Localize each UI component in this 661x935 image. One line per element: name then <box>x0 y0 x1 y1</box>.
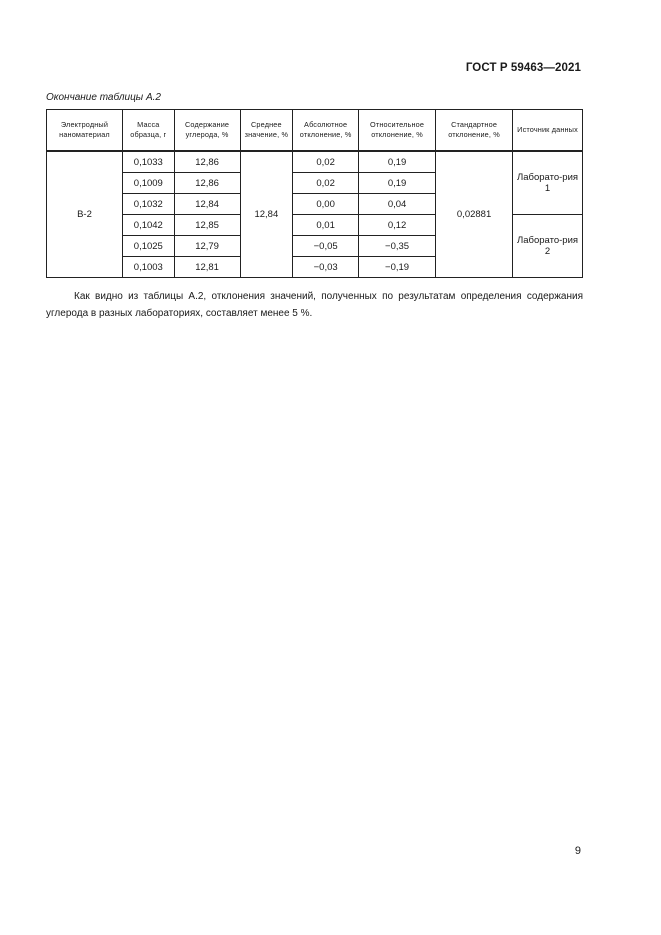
mass-cell: 0,1009 <box>122 173 174 194</box>
rel-dev-cell: 0,12 <box>359 215 436 236</box>
rel-dev-cell: −0,35 <box>359 236 436 257</box>
std-dev-cell: 0,02881 <box>436 151 513 278</box>
abs-dev-cell: 0,01 <box>293 215 359 236</box>
carbon-cell: 12,81 <box>174 257 240 278</box>
header-material: Электродный наноматериал <box>47 110 123 152</box>
header-carbon: Содержание углерода, % <box>174 110 240 152</box>
mass-cell: 0,1032 <box>122 194 174 215</box>
results-table <box>46 109 583 278</box>
header-rel-dev: Относительное отклонение, % <box>359 110 436 152</box>
table-header-row <box>47 110 583 152</box>
abs-dev-cell: −0,05 <box>293 236 359 257</box>
carbon-cell: 12,84 <box>174 194 240 215</box>
rel-dev-cell: 0,19 <box>359 151 436 173</box>
document-id: ГОСТ Р 59463—2021 <box>465 62 581 74</box>
abs-dev-cell: 0,00 <box>293 194 359 215</box>
table-row <box>47 151 583 173</box>
rel-dev-cell: 0,19 <box>359 173 436 194</box>
source-cell-1: Лаборато-рия 1 <box>513 151 583 215</box>
rel-dev-cell: 0,04 <box>359 194 436 215</box>
carbon-cell: 12,86 <box>174 151 240 173</box>
carbon-cell: 12,85 <box>174 215 240 236</box>
header-source: Источник данных <box>513 110 583 152</box>
conclusion-paragraph: Как видно из таблицы А.2, отклонения значений, полученных по результатам определения содержания углерода в разных лабораториях, составляет менее 5 %. <box>46 291 583 319</box>
carbon-cell: 12,86 <box>174 173 240 194</box>
table-caption: Окончание таблицы А.2 <box>46 92 161 103</box>
mean-cell: 12,84 <box>240 151 293 278</box>
mass-cell: 0,1003 <box>122 257 174 278</box>
header-abs-dev: Абсолютное отклонение, % <box>293 110 359 152</box>
carbon-cell: 12,79 <box>174 236 240 257</box>
source-cell-2: Лаборато-рия 2 <box>513 215 583 278</box>
abs-dev-cell: 0,02 <box>293 151 359 173</box>
abs-dev-cell: −0,03 <box>293 257 359 278</box>
page-number: 9 <box>574 845 581 857</box>
mass-cell: 0,1042 <box>122 215 174 236</box>
material-cell: В-2 <box>47 151 123 278</box>
rel-dev-cell: −0,19 <box>359 257 436 278</box>
header-mass: Масса образца, г <box>122 110 174 152</box>
abs-dev-cell: 0,02 <box>293 173 359 194</box>
header-mean: Среднее значение, % <box>240 110 293 152</box>
mass-cell: 0,1025 <box>122 236 174 257</box>
header-std-dev: Стандартное отклонение, % <box>436 110 513 152</box>
mass-cell: 0,1033 <box>122 151 174 173</box>
